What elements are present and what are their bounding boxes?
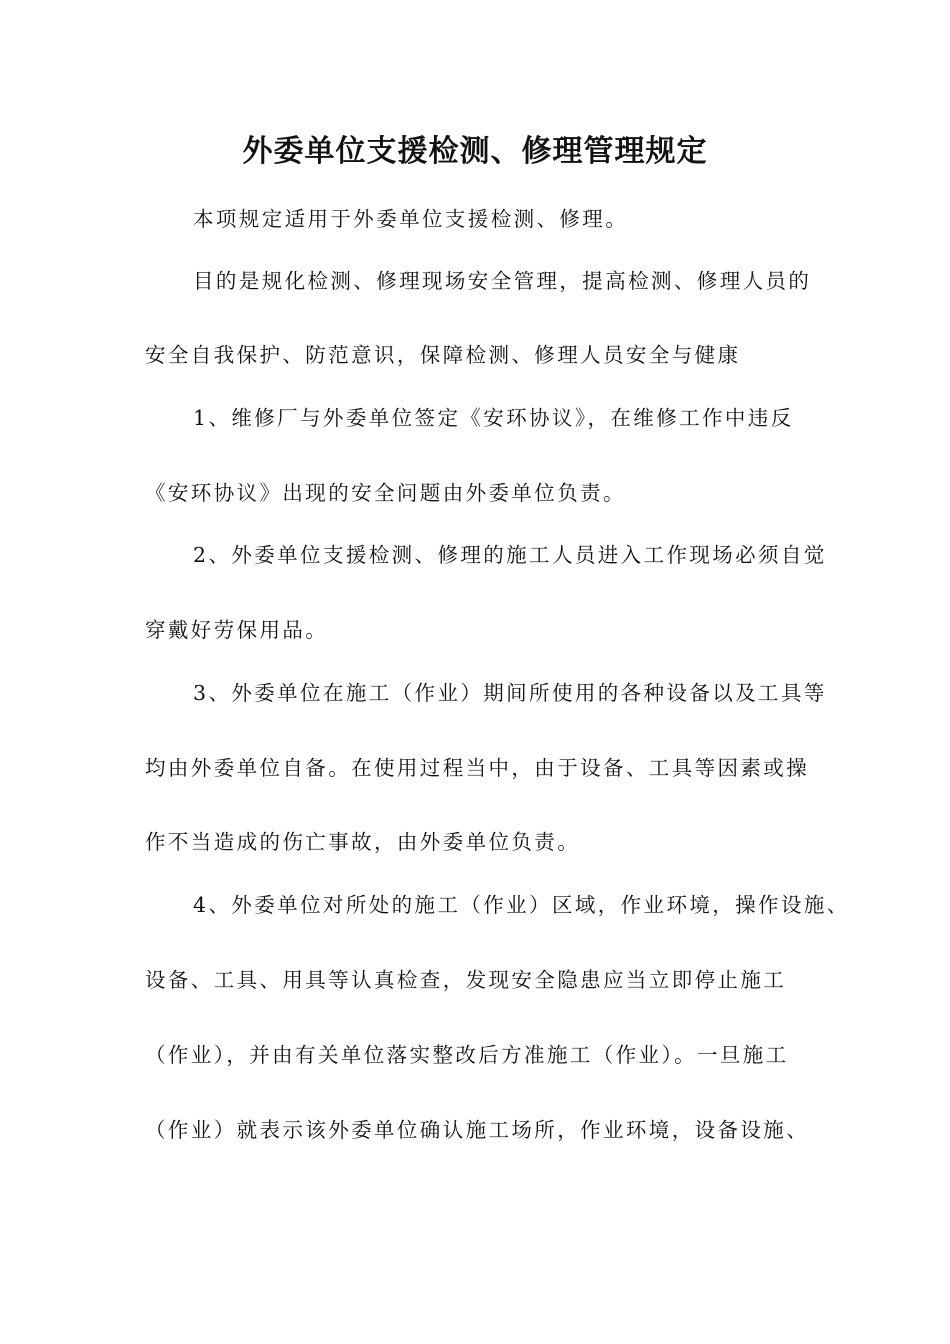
- paragraph-line: （作业）就表示该外委单位确认施工场所，作业环境，设备设施、: [145, 1118, 810, 1142]
- paragraph-line: 本项规定适用于外委单位支援检测、修理。: [193, 207, 629, 231]
- paragraph-line: （作业），并由有关单位落实整改后方准施工（作业）。一旦施工: [145, 1043, 789, 1067]
- paragraph-line: 设备、工具、用具等认真检查，发现安全隐患应当立即停止施工: [145, 968, 787, 992]
- document-title: 外委单位支援检测、修理管理规定: [242, 134, 708, 169]
- paragraph-line: 《安环协议》出现的安全问题由外委单位负责。: [145, 481, 626, 505]
- paragraph-line: 均由外委单位自备。在使用过程当中，由于设备、工具等因素或操: [145, 756, 810, 780]
- paragraph-line: 作不当造成的伤亡事故，由外委单位负责。: [145, 830, 581, 854]
- paragraph-line: 1、维修厂与外委单位签定《安环协议》，在维修工作中违反: [193, 406, 794, 430]
- paragraph-line: 2、外委单位支援检测、修理的施工人员进入工作现场必须自觉: [193, 543, 827, 567]
- paragraph-line: 4、外委单位对所处的施工（作业）区域，作业环境，操作设施、: [193, 893, 850, 917]
- paragraph-line: 目的是规化检测、修理现场安全管理，提高检测、修理人员的: [193, 269, 812, 293]
- paragraph-line: 3、外委单位在施工（作业）期间所使用的各种设备以及工具等: [193, 681, 827, 705]
- paragraph-line: 穿戴好劳保用品。: [145, 618, 329, 642]
- paragraph-line: 安全自我保护、防范意识，保障检测、修理人员安全与健康: [145, 343, 741, 367]
